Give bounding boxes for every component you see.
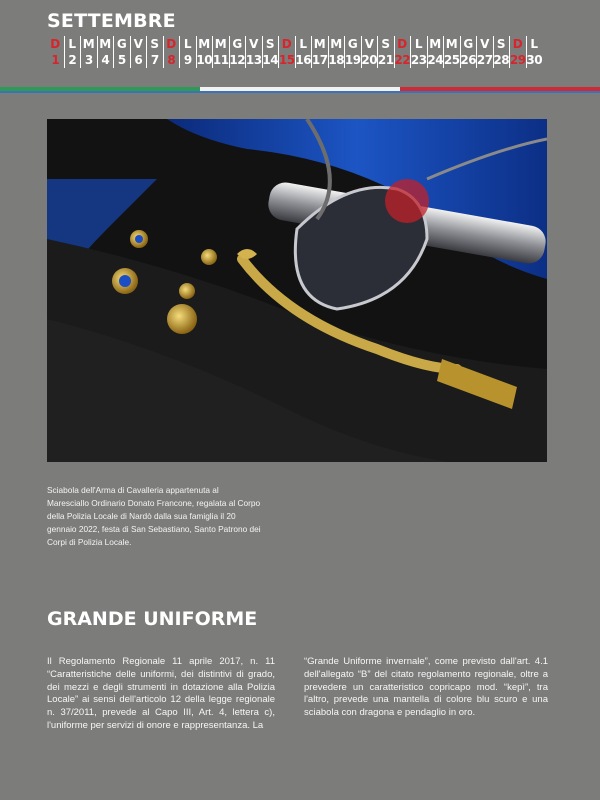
day-number: 1 <box>51 53 60 67</box>
day-number: 5 <box>117 53 126 67</box>
weekday-letter: G <box>463 37 474 51</box>
calendar-day <box>443 36 460 68</box>
weekday-letter: V <box>249 37 259 51</box>
day-number: 13 <box>245 53 262 67</box>
blue-divider <box>0 91 600 93</box>
day-number: 23 <box>410 53 427 67</box>
calendar-day <box>196 36 213 68</box>
day-number: 20 <box>361 53 378 67</box>
calendar-day <box>328 36 345 68</box>
calendar-day <box>212 36 229 68</box>
weekday-letter: V <box>364 37 374 51</box>
weekday-letter: D <box>166 37 177 51</box>
calendar-day <box>344 36 361 68</box>
day-number: 21 <box>377 53 394 67</box>
day-number: 11 <box>212 53 229 67</box>
calendar-day <box>179 36 196 68</box>
calendar-day <box>377 36 394 68</box>
day-number: 10 <box>196 53 213 67</box>
day-number: 17 <box>311 53 328 67</box>
calendar-day <box>97 36 114 68</box>
calendar-day <box>410 36 427 68</box>
calendar-day <box>295 36 312 68</box>
calendar-day <box>163 36 180 68</box>
calendar-day <box>113 36 130 68</box>
weekday-letter: M <box>198 37 211 51</box>
calendar-days <box>47 36 552 68</box>
day-number: 2 <box>68 53 77 67</box>
calendar-day <box>427 36 444 68</box>
weekday-letter: L <box>530 37 539 51</box>
weekday-letter: V <box>480 37 490 51</box>
weekday-letter: S <box>381 37 391 51</box>
day-number: 7 <box>150 53 159 67</box>
month-title: SETTEMBRE <box>47 10 176 32</box>
calendar-day <box>278 36 295 68</box>
weekday-letter: D <box>50 37 61 51</box>
calendar-day <box>509 36 526 68</box>
weekday-letter: D <box>512 37 523 51</box>
day-number: 16 <box>295 53 312 67</box>
weekday-letter: M <box>429 37 442 51</box>
day-number: 3 <box>84 53 93 67</box>
weekday-letter: M <box>99 37 112 51</box>
sabre-photo <box>47 119 547 462</box>
weekday-letter: G <box>232 37 243 51</box>
body-text-right-column: “Grande Uniforme invernale”, come previsto dall'art. 4.1 dell'allegato “B” del citato regolamento regionale, oltre a prevedere un caratteristico copricapo mod. “kepì”, tra l'altro, prevede una mantella di colore blu scuro e una sciabola con dragona e pendaglio in oro. <box>304 656 548 719</box>
calendar-day <box>493 36 510 68</box>
weekday-letter: M <box>214 37 227 51</box>
calendar-day <box>130 36 147 68</box>
weekday-letter: M <box>445 37 458 51</box>
day-number: 14 <box>262 53 279 67</box>
weekday-letter: S <box>265 37 275 51</box>
day-number: 4 <box>101 53 110 67</box>
weekday-letter: V <box>133 37 143 51</box>
weekday-letter: D <box>281 37 292 51</box>
weekday-letter: S <box>496 37 506 51</box>
weekday-letter: L <box>183 37 192 51</box>
calendar-day <box>311 36 328 68</box>
day-number: 22 <box>394 53 411 67</box>
weekday-letter: G <box>347 37 358 51</box>
calendar-header <box>47 10 552 68</box>
calendar-day <box>476 36 493 68</box>
calendar-day <box>146 36 163 68</box>
photo-caption: Sciabola dell'Arma di Cavalleria appartenuta al Maresciallo Ordinario Donato Francone, regalata al Corpo della Polizia Locale di Nardò dalla sua famiglia il 20 gennaio 2022, festa di San Sebastiano, Santo Patrono dei Corpi di Polizia Locale. <box>47 485 261 548</box>
day-number: 29 <box>509 53 526 67</box>
calendar-day <box>394 36 411 68</box>
day-number: 27 <box>476 53 493 67</box>
calendar-day <box>526 36 543 68</box>
day-number: 12 <box>229 53 246 67</box>
day-number: 6 <box>134 53 143 67</box>
day-number: 28 <box>493 53 510 67</box>
calendar-day <box>245 36 262 68</box>
day-number: 26 <box>460 53 477 67</box>
day-number: 19 <box>344 53 361 67</box>
weekday-letter: M <box>330 37 343 51</box>
calendar-day <box>262 36 279 68</box>
weekday-letter: L <box>68 37 77 51</box>
calendar-day <box>229 36 246 68</box>
section-heading: GRANDE UNIFORME <box>47 608 258 630</box>
day-number: 30 <box>526 53 543 67</box>
day-number: 9 <box>183 53 192 67</box>
calendar-day <box>64 36 81 68</box>
weekday-letter: D <box>397 37 408 51</box>
calendar-day <box>361 36 378 68</box>
weekday-letter: G <box>116 37 127 51</box>
weekday-letter: M <box>313 37 326 51</box>
day-number: 25 <box>443 53 460 67</box>
day-number: 18 <box>328 53 345 67</box>
day-number: 15 <box>278 53 295 67</box>
calendar-day <box>47 36 64 68</box>
weekday-letter: L <box>299 37 308 51</box>
day-number: 24 <box>427 53 444 67</box>
calendar-day <box>460 36 477 68</box>
weekday-letter: M <box>82 37 95 51</box>
weekday-letter: L <box>414 37 423 51</box>
body-text-left-column: Il Regolamento Regionale 11 aprile 2017, n. 11 “Caratteristiche delle uniformi, dei distintivi di grado, dei mezzi e degli strumenti in dotazione alla Polizia Locale” ai sensi dell'articolo 12 della legge regionale n. 37/2011, prevede al Capo III, Art. 4, lettera c), l'uniforme per servizi di onore e rappresentanza. La <box>47 656 275 731</box>
weekday-letter: S <box>150 37 160 51</box>
day-number: 8 <box>167 53 176 67</box>
calendar-day <box>80 36 97 68</box>
